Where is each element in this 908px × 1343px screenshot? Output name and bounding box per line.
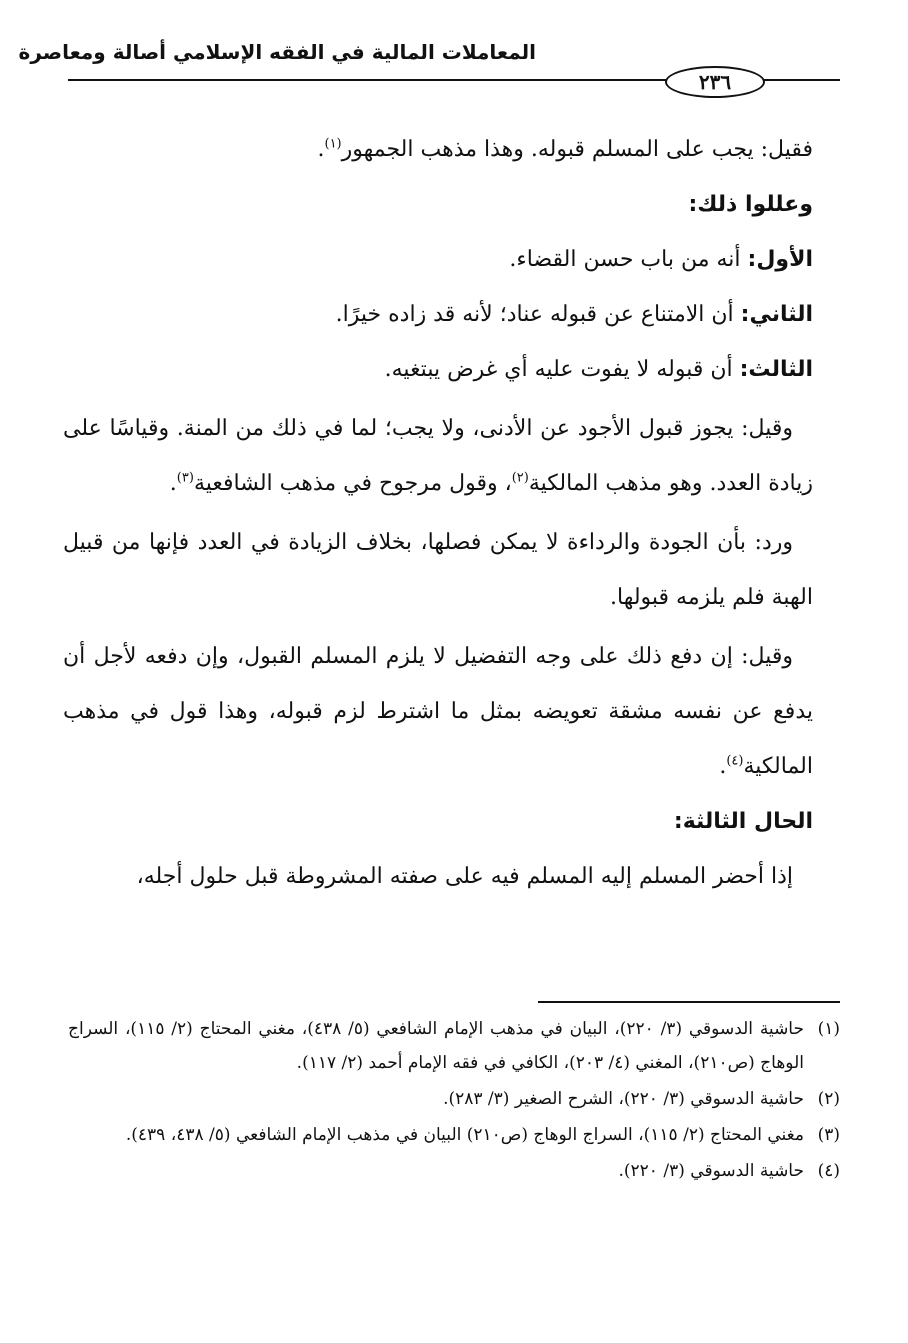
paragraph-rebuttal: ورد: بأن الجودة والرداءة لا يمكن فصلها، بخلاف الزيادة في العدد فإنها من قبيل الهبة فلم يلزمه قبولها. [63,530,813,610]
footnote-number: (٣) [817,1125,840,1145]
footnote-number: (١) [817,1019,840,1039]
reason-second: الثاني: أن الامتناع عن قبوله عناد؛ لأنه قد زاده خيرًا. [335,302,813,327]
main-text [63,122,813,904]
footnote-ref-1[interactable]: (١) [324,136,342,152]
footnote-text: حاشية الدسوقي (٣/ ٢٢٠)، الشرح الصغير (٣/ ٢٨٣). [443,1089,804,1109]
footnote-ref-3[interactable]: (٣) [176,470,194,486]
paragraph-third-case: إذا أحضر المسلم إليه المسلم فيه على صفته المشروطة قبل حلول أجله، [136,864,793,889]
footnote-number: (٢) [817,1089,840,1109]
footnote-2 [68,1082,840,1116]
footnote-text: حاشية الدسوقي (٣/ ٢٢٠). [618,1161,804,1181]
footnote-1 [68,1012,840,1080]
heading-reasons: وعللوا ذلك: [688,192,813,217]
heading-third-case: الحال الثالثة: [673,809,813,834]
footnote-text: مغني المحتاج (٢/ ١١٥)، السراج الوهاج (ص٢١٠) البيان في مذهب الإمام الشافعي (٥/ ٤٣٨، ٤٣٩). [125,1125,804,1145]
footnote-separator [538,1001,840,1003]
footnote-ref-2[interactable]: (٢) [511,470,529,486]
page-number-badge: ٢٣٦ [665,66,765,98]
footnotes [68,1012,840,1190]
paragraph-majority-view: فقيل: يجب على المسلم قبوله. وهذا مذهب الجمهور$^{(١)}$. [317,136,813,162]
paragraph-third-view: وقيل: إن دفع ذلك على وجه التفضيل لا يلزم المسلم القبول، وإن دفعه لأجل أن يدفع عن نفسه مشقة تعويضه بمثل ما اشترط لزم قبوله، وهذا قول في مذهب المالكية$^{(٤)}$. [63,644,813,779]
footnote-text: حاشية الدسوقي (٣/ ٢٢٠)، البيان في مذهب الإمام الشافعي (٥/ ٤٣٨)، مغني المحتاج (٢/ ١١٥)، السراج الوهاج (ص٢١٠)، المغني (٤/ ٢٠٣)، الكافي في فقه الإمام أحمد (٢/ ١١٧). [68,1019,804,1073]
paragraph-maliki-view: وقيل: يجوز قبول الأجود عن الأدنى، ولا يجب؛ لما في ذلك من المنة. وقياسًا على زيادة العدد. وهو مذهب المالكية$^{(٢)}$، وقول مرجوح في مذهب الشافعية$^{(٣)}$. [63,416,813,496]
running-header-title: المعاملات المالية في الفقه الإسلامي أصالة ومعاصرة [18,40,536,64]
footnote-3 [68,1118,840,1152]
footnote-number: (٤) [817,1161,840,1181]
reason-first: الأول: أنه من باب حسن القضاء. [509,247,813,272]
footnote-4 [68,1154,840,1188]
reason-third: الثالث: أن قبوله لا يفوت عليه أي غرض يبتغيه. [384,357,813,382]
footnote-ref-4[interactable]: (٤) [726,753,744,769]
